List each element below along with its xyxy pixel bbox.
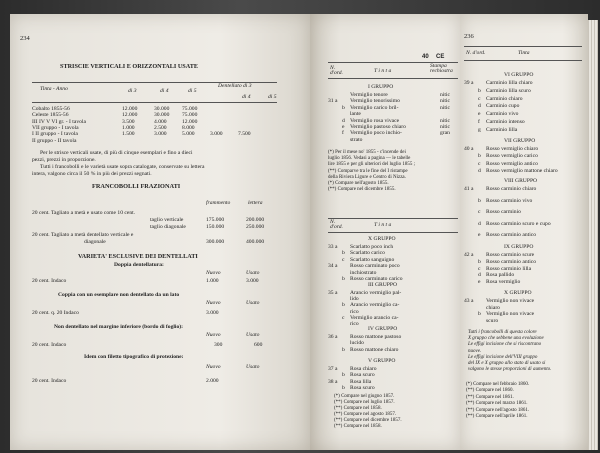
note-line-1: Per le strisce verticali usate, di più di cinque esemplari e fino a dieci: [40, 150, 193, 156]
table-cell: 12.000: [122, 112, 138, 119]
right-page-number: 236: [464, 33, 474, 40]
table-cell: 12.000: [122, 106, 138, 112]
entry-name: rico: [350, 308, 359, 315]
entry-name: strato: [350, 136, 363, 143]
middle-gruppo1-title: I GRUPPO: [368, 84, 394, 90]
col-dent-di5: di 5: [268, 94, 277, 100]
col-nuovo-3: Nuovo: [206, 332, 221, 338]
frazionati-sub: taglio verticale: [150, 217, 184, 223]
entry-name: Vermiglio rosa vivace: [350, 117, 400, 124]
footnote-line: (**) Compare nel marzo 1861.: [466, 401, 528, 407]
entry-letter: d: [342, 117, 345, 124]
sub-margine: Non dentellato nel margine inferiore (bordo di foglio):: [54, 324, 184, 330]
col-nuovo-4: Nuovo: [206, 364, 221, 370]
col-di4: di 4: [160, 88, 169, 94]
middle-header-num: 40: [422, 54, 429, 60]
entry-name: Vermiglio carico bril-: [350, 104, 399, 111]
table-cell: 30.000: [154, 112, 170, 119]
entry-letter: d: [478, 168, 481, 175]
entry-letter: f: [342, 130, 344, 137]
right-col-nord: N. d'ord.: [466, 50, 486, 56]
table-cell: 4.000: [154, 118, 167, 125]
entry-name: Rosso mattone chiaro: [350, 346, 399, 353]
table-header-rule: [32, 102, 277, 103]
frazionati-sub: taglio diagonale: [150, 224, 186, 230]
entry-name: Carminio vivo: [486, 111, 519, 118]
closing-note-line: Le effigi incisione dell'VIII gruppo: [468, 354, 538, 360]
entry-name: Rosa chiaro: [350, 366, 377, 372]
col-usato-3: Usato: [246, 332, 260, 338]
sub-coppia: Coppia con un esemplare non dentellato da un lato: [58, 292, 180, 298]
entry-number: 31 a: [328, 98, 338, 105]
coppia-label: 20 cent. q. 20 Indaco: [32, 310, 79, 316]
entry-note: nitic: [440, 117, 450, 124]
entry-name: Rosa scuro: [350, 385, 375, 392]
entry-name: Scarlatto poco inch: [350, 244, 394, 250]
table-row-label: Celeste 1855-56: [32, 112, 69, 119]
entry-name: Rosso carminio antico: [486, 232, 537, 239]
entry-letter: b: [478, 87, 481, 94]
entry-name: Rosso mattone pastoso: [350, 334, 402, 340]
entry-letter: e: [478, 279, 481, 286]
table-cell: 8.000: [182, 124, 195, 131]
entry-number: 40 a: [464, 146, 474, 152]
entry-name: Vermiglio poco inchio-: [350, 130, 402, 137]
entry-letter: b: [342, 346, 345, 353]
sub-doppia: Doppia dentellatura:: [114, 262, 164, 268]
table-cell: 7.500: [238, 131, 251, 138]
middle-gruppo10-title: X GRUPPO: [368, 236, 396, 242]
entry-name: Carminio intenso: [486, 119, 525, 125]
footnote-line: (**) Compare nell'aprile 1861.: [466, 414, 528, 419]
entry-name: Rosso carminato carico: [350, 276, 403, 282]
entry-number: 37 a: [328, 366, 338, 372]
middle-col-tinta-2: T i n t a: [374, 222, 392, 228]
entry-note: gran: [440, 130, 450, 137]
table-cell: 3.000: [210, 131, 223, 138]
entry-name: lido: [350, 296, 359, 303]
entry-name: Carminio lilla chiaro: [486, 80, 533, 86]
col-frammento: frammento: [206, 200, 231, 206]
left-page-number: 234: [20, 35, 30, 42]
entry-name: Rosa pallido: [486, 272, 515, 279]
margine-nuovo: 300: [214, 342, 223, 348]
middle-header-rule: [328, 78, 458, 79]
entry-number: 34 a: [328, 263, 338, 270]
table-cell: 2.500: [154, 124, 167, 131]
entry-name: lante: [350, 111, 361, 118]
entry-name: Rosso carminio lilla: [486, 265, 532, 272]
footnote-line: luglio 1856. Vedasi a pagina — le tabelle: [328, 156, 411, 162]
right-gruppo9-title: IX GRUPPO: [504, 244, 534, 250]
col-di5: di 5: [188, 88, 197, 94]
entry-letter: b: [342, 302, 345, 309]
middle-col-tinta: T i n t a: [374, 68, 392, 74]
footnote-line: (**) Compare nel 1858.: [334, 406, 382, 411]
entry-letter: e: [342, 124, 345, 130]
entry-letter: b: [342, 276, 345, 282]
entry-name: Carminio chiaro: [486, 95, 523, 102]
footnote-line: (**) Compare nel luglio 1857.: [334, 400, 395, 405]
section-title-varieta: VARIETA' ESCLUSIVE DEI DENTELLATI: [78, 253, 198, 260]
entry-name: Rosso vermiglio antico: [486, 160, 538, 167]
middle-rule-3: [328, 232, 458, 233]
footnote-line: (*) Per il mese no' 1855 - c'incende dei: [328, 150, 406, 155]
col-di3: di 3: [128, 88, 137, 94]
entry-letter: b: [478, 197, 481, 204]
entry-letter: c: [342, 314, 345, 321]
entry-letter: e: [478, 111, 481, 118]
note-line-2: pezzi, prezzi in proporzione.: [32, 157, 96, 163]
entry-letter: d: [478, 272, 481, 279]
col-tinta-anno: Tinta - Anno: [40, 86, 68, 92]
entry-letter: b: [342, 372, 345, 379]
right-header-rule: [464, 60, 582, 61]
table-cell: 5.000: [182, 131, 195, 138]
entry-name: Carminio cupo: [486, 103, 520, 110]
entry-name: Scarlatto carico: [350, 250, 385, 257]
entry-letter: b: [342, 104, 345, 111]
doppia-usato: 3.000: [246, 278, 259, 284]
entry-name: Rosso carminio chiaro: [486, 186, 537, 192]
right-gruppo10-title: X GRUPPO: [504, 290, 532, 296]
footnote-line: (**) Compare nel agosto 1857.: [334, 412, 397, 417]
entry-letter: d: [478, 103, 481, 110]
entry-letter: e: [478, 232, 481, 239]
entry-letter: c: [478, 95, 481, 102]
entry-number: 42 a: [464, 252, 474, 258]
closing-note-line: Le effigi incisione che si riscontrano: [468, 342, 542, 348]
entry-number: 38 a: [328, 378, 338, 385]
table-cell: 75.000: [182, 106, 198, 112]
entry-number: 36 a: [328, 334, 338, 340]
col-usato-1: Usato: [246, 270, 260, 276]
left-page: [10, 14, 310, 450]
entry-name: Rosso vermiglio chiaro: [486, 146, 539, 152]
middle-col-nord-2: N. d'ord.: [330, 219, 343, 231]
right-top-rule: [464, 46, 582, 47]
entry-name: chiaro: [486, 304, 500, 311]
entry-letter: d: [478, 220, 481, 227]
table-cell: 3.500: [122, 118, 135, 125]
page-edges: [588, 20, 598, 450]
middle-rule-2: [328, 218, 458, 219]
filetto-label: 20 cent. Indaco: [32, 378, 67, 384]
entry-name: Arancio vermiglio pal-: [350, 290, 402, 296]
col-usato-4: Usato: [246, 364, 260, 370]
entry-name: Rosa scuro: [350, 372, 375, 379]
entry-name: scuro: [486, 317, 499, 324]
section-title-striscie: STRISCIE VERTICALI E ORIZZONTALI USATE: [60, 63, 199, 70]
table-cell: 3.000: [154, 131, 167, 138]
doppia-nuovo: 1.000: [206, 278, 219, 284]
footnote-line: (*) Compare nel giugno 1857.: [334, 394, 395, 399]
entry-letter: b: [478, 258, 481, 265]
closing-note-line: valgono le stesse proporzioni di aumento.: [468, 367, 552, 373]
entry-name: Vermiglio tenore: [350, 92, 388, 98]
entry-name: rico: [350, 321, 359, 327]
frazionati-label: 20 cent. Tagliato a metà dentellato verticale e: [32, 232, 134, 238]
footnote-line: (**) Compare nel dicembre 1857.: [334, 418, 402, 423]
entry-name: Rosso vermiglio mattone chiaro: [486, 168, 558, 175]
entry-name: Rosso carminio vivo: [486, 197, 533, 204]
right-gruppo7-title: VII GRUPPO: [504, 138, 536, 144]
entry-letter: b: [478, 153, 481, 160]
footnote-line: (**) Comparve tra le fine del I ristampe: [328, 168, 408, 174]
table-cell: 1.500: [122, 131, 135, 138]
entry-name: Rosso carminio scure: [486, 252, 535, 258]
footnote-line: lire 1855 e per gli ulteriori del luglio 1855 ;: [328, 162, 416, 168]
footnote-line: (*) Compare nell'agosto 1855.: [328, 181, 389, 186]
entry-name: Rosso carminio scuro e cupo: [486, 220, 551, 227]
entry-name: Carminio lilla scuro: [486, 87, 531, 94]
entry-name: Carminio lilla: [486, 126, 518, 133]
frazionati-frammento: 150.000: [206, 224, 225, 230]
right-gruppo8-title: VIII GRUPPO: [504, 178, 538, 184]
entry-number: 43 a: [464, 298, 474, 304]
middle-header-ce: CE: [436, 54, 445, 60]
entry-name: lucido: [350, 340, 364, 347]
footnote-line: (**) Compare nel 1858.: [334, 424, 382, 429]
entry-note: nitic: [440, 104, 450, 111]
table-cell: 75.000: [182, 112, 198, 119]
entry-letter: b: [478, 311, 481, 318]
entry-note: nitic: [440, 98, 450, 105]
table-row-label: VII gruppo - I tavola: [32, 124, 79, 131]
col-dentellato-di3: Dentellato di 3: [218, 83, 252, 89]
sub-filetto: Idem con filetto tipografico di protezione:: [84, 354, 184, 360]
middle-col-nord: N. d'ord.: [330, 65, 343, 77]
entry-name: Rosso carminio: [486, 209, 521, 216]
table-cell: 30.000: [154, 106, 170, 112]
margine-label: 20 cent. Indaco: [32, 342, 67, 348]
middle-col-stampa: Stampa rechiostra: [430, 63, 453, 75]
footnote-line: (*) Compare nel febbraio 1860.: [466, 382, 530, 387]
open-book: [2, 0, 598, 453]
entry-note: nitic: [440, 92, 450, 98]
frazionati-label: 20 cent. Tagliato a metà e usato come 10 cent.: [32, 210, 136, 216]
note-line-4: intera, valgono circa il 50 % in più dei prezzi segnati.: [32, 171, 152, 177]
col-dent-di4: di 4: [242, 94, 251, 100]
footnote-line: (**) Compare nel 1861.: [466, 394, 514, 400]
entry-name: Vermiglio pastoso chiaro: [350, 124, 406, 130]
entry-letter: b: [342, 385, 345, 392]
table-row-label: Cobalto 1855-56: [32, 106, 70, 112]
entry-letter: g: [478, 126, 481, 133]
footnote-line: (**) Compare nell'agosto 1861.: [466, 407, 530, 413]
entry-name: Rosso vermiglio carico: [486, 153, 538, 160]
frazionati-frammento: 175.000: [206, 217, 225, 223]
frazionati-lettera: 200.000: [246, 217, 265, 223]
col-lettera: lettera: [248, 200, 263, 206]
footnote-line: della Riviera Ligure e Centro di Nizza.: [328, 174, 406, 180]
right-gruppo6-title: VI GRUPPO: [504, 72, 534, 78]
filetto-nuovo: 2.000: [206, 378, 219, 384]
entry-note: nitic: [440, 124, 450, 130]
col-nuovo-2: Nuovo: [206, 300, 221, 306]
entry-letter: c: [478, 209, 481, 216]
footnote-line: (**) Compare nel dicembre 1855.: [328, 187, 396, 193]
entry-name: Vermiglio arancio ca-: [350, 314, 399, 321]
entry-name: Vermiglio non vivace: [486, 311, 535, 318]
entry-letter: f: [478, 119, 480, 125]
entry-letter: c: [342, 256, 345, 263]
right-page: [460, 14, 588, 450]
entry-name: Rosa vermiglio: [486, 279, 521, 286]
footnote-line: (**) Compare nel 1860.: [466, 388, 514, 394]
entry-name: Rosa lilla: [350, 378, 372, 385]
frazionati-frammento: 300.000: [206, 239, 225, 245]
closing-note-line: X gruppo che sebbene una evoluzione: [468, 336, 544, 342]
table-row-label: I II gruppo - I tavola: [32, 131, 78, 138]
entry-number: 39 a: [464, 80, 474, 86]
closing-note-line: Tutti i francobolli di questa colore: [468, 330, 537, 335]
entry-name: Scarlatto sanguigno: [350, 256, 395, 263]
middle-page: [310, 14, 460, 450]
frazionati-lettera: 400.000: [246, 239, 265, 245]
entry-letter: c: [478, 160, 481, 167]
entry-name: Arancio vermiglio ca-: [350, 302, 400, 309]
entry-name: Rosso carminato poco: [350, 263, 400, 270]
table-row-label: III IV V VI gr. - I tavola: [32, 118, 86, 125]
right-col-tinta: Tinta: [518, 50, 530, 56]
frazionati-label: diagonale: [84, 239, 106, 245]
margine-usato: 600: [254, 342, 263, 348]
entry-number: 41 a: [464, 186, 474, 192]
coppia-nuovo: 3.000: [206, 310, 219, 316]
table-row-label: II gruppo - II tavola: [32, 137, 77, 144]
entry-name: inchiostrato: [350, 269, 377, 276]
entry-number: 35 a: [328, 290, 338, 296]
middle-gruppo4-title: IV GRUPPO: [368, 326, 398, 332]
note-line-3: Tutti i francobolli e le varietà usate sopra catalogate, conservate su lettera: [40, 164, 205, 170]
table-cell: 12.000: [182, 118, 198, 125]
doppia-label: 20 cent. Indaco: [32, 278, 67, 284]
col-usato-2: Usato: [246, 300, 260, 306]
entry-number: 33 a: [328, 244, 338, 250]
entry-letter: c: [478, 265, 481, 272]
closing-note-line: del IX e X gruppo allo stato di usato si: [468, 361, 546, 366]
col-nuovo-1: Nuovo: [206, 270, 221, 276]
table-cell: 1.000: [122, 124, 135, 131]
middle-gruppo5-title: V GRUPPO: [368, 358, 396, 364]
entry-name: Vermiglio non vivace: [486, 298, 535, 304]
entry-name: Vermiglio tenorissimo: [350, 98, 400, 105]
frazionati-lettera: 250.000: [246, 224, 265, 230]
entry-name: Rosso carminio antico: [486, 258, 537, 265]
section-title-frazionati: FRANCOBOLLI FRAZIONATI: [92, 183, 181, 190]
entry-letter: b: [342, 250, 345, 257]
middle-gruppo3-title: III GRUPPO: [368, 282, 398, 288]
closing-note-line: nuove.: [468, 348, 482, 354]
